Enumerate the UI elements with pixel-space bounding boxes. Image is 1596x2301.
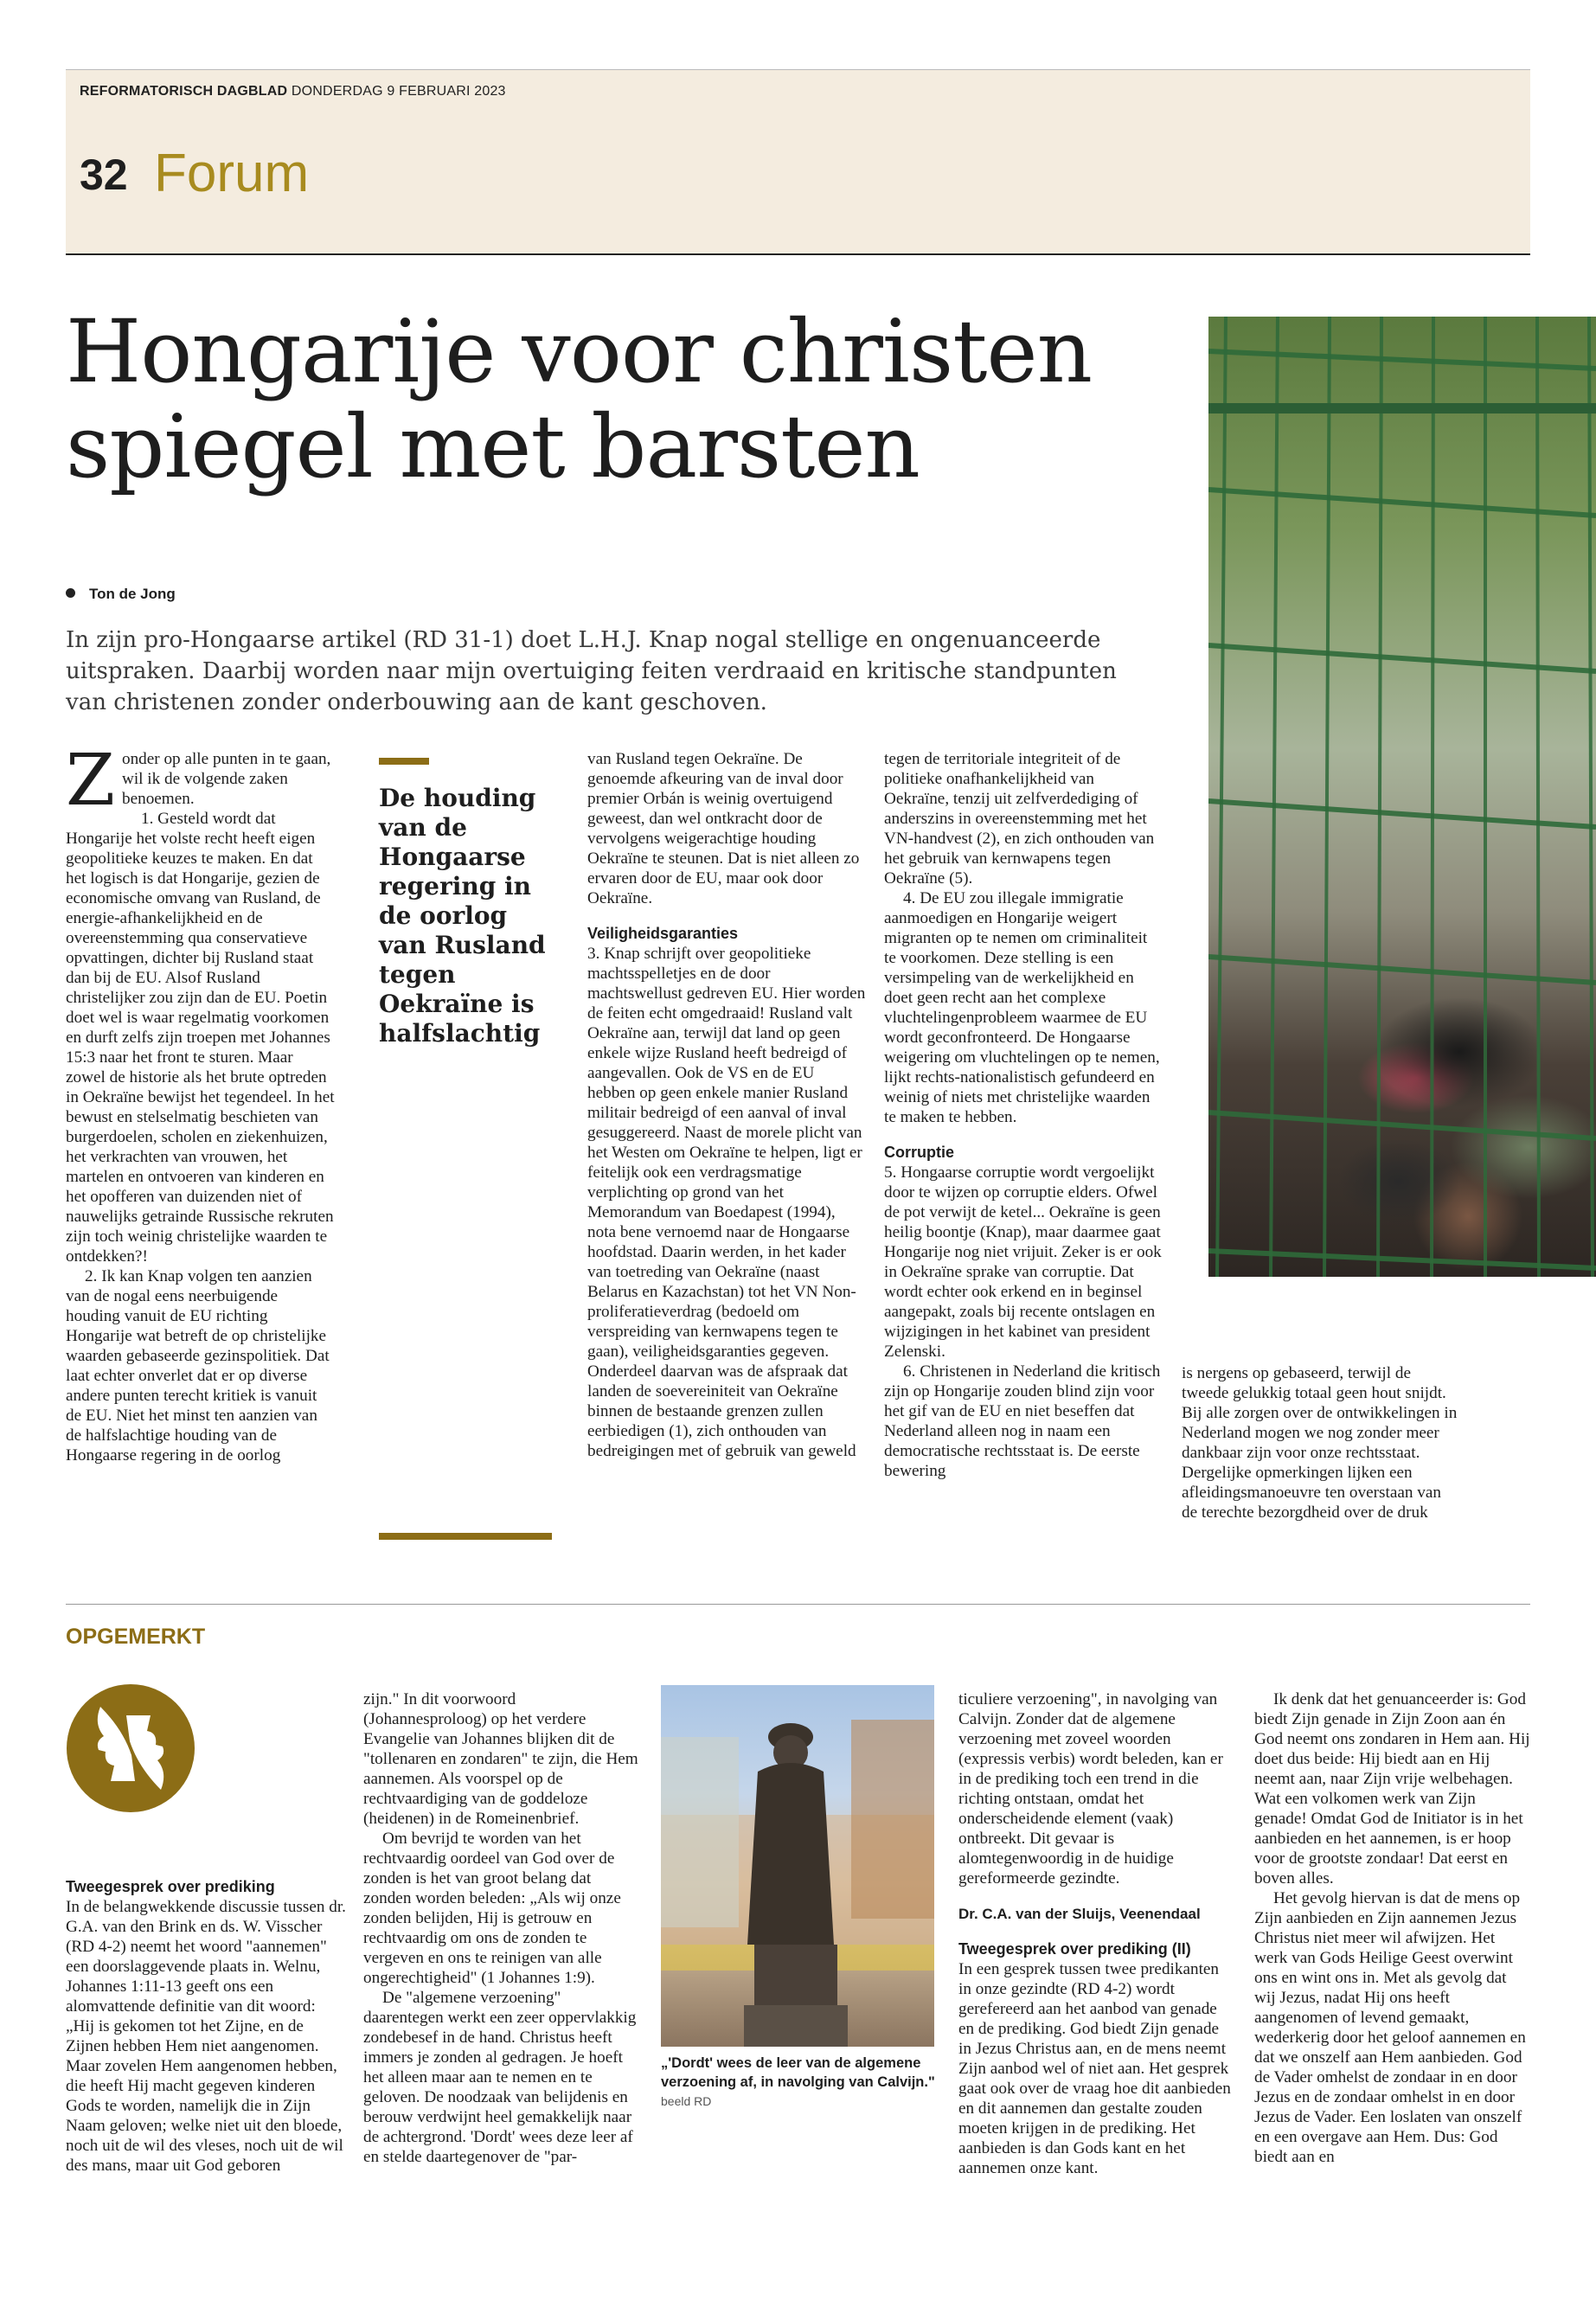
pull-quote-rule-bottom [379, 1533, 552, 1540]
headline: Hongarije voor christen spiegel met barsten [66, 301, 1092, 497]
opgemerkt-label: OPGEMERKT [66, 1625, 206, 1649]
opgemerkt-logo-icon [66, 1681, 195, 1828]
paragraph: 3. Knap schrijft over geopolitieke machtsspelletjes en de door machtswellust gedreven EU. Hier worden de feiten echt omgedraaid! Rusland valt Oekraïne aan, terwijl dat land op geen enkele wijze Rusland heeft bedreigd of aangevallen. Ook de VS en de EU hebben op geen enkele manier Rusland militair bedreigd of een aanval of inval gesuggereerd. Naast de morele plicht van het Westen om Oekraïne te helpen, ligt er feitelijk ook een verdragsmatige verplichting op grond van het Memorandum van Boedapest (1994), nota bene vernoemd naar de Hongaarse hoofdstad. Daarin werden, in het kader van toetreding van Oekraïne (naast Belarus en Kazachstan) tot het VN Non-proliferatieverdrag (bedoeld om verspreiding van kernwapens tegen te gaan), veiligheidsgaranties gegeven. Onderdeel daarvan was de afspraak dat landen de soevereiniteit van Oekraïne binnen de bestaande grenzen zullen eerbiedigen (1), zich onthouden van bedreigingen met of gebruik van geweld [587, 945, 866, 1460]
letter-column-1 [66, 1877, 346, 2176]
paragraph: tegen de territoriale integriteit of de politieke onafhankelijkheid van Oekraïne, tenzij uit zelfverdediging of anderszins in overeenstemming met het VN-handvest (2), en zich onthouden van het gebruik van kernwapens tegen Oekraïne (5). [884, 750, 1155, 888]
caption-text: „'Dordt' wees de leer van de algemene verzoening af, in navolging van Calvijn." [661, 2055, 935, 2090]
pull-quote-rule-top [379, 758, 429, 765]
fence-grid [1208, 317, 1596, 1277]
bullet-icon [66, 588, 75, 598]
paragraph: onder op alle punten in te gaan, wil ik de volgende zaken benoemen. [121, 750, 331, 808]
article-column-4 [884, 749, 1163, 1481]
photo-caption [661, 2054, 938, 2111]
masthead [66, 69, 1530, 255]
paragraph: 1. Gesteld wordt dat Hongarije het volste recht heeft eigen geopolitieke keuzes te maken. En dat het logisch is dat Hongarije, gezien de economische omvang van Rusland, de energie-afhankelijkheid en de overeenstemming qua conservatieve opvattingen, dichter bij Rusland staat dan bij de EU. Alsof Rusland christelijker zou zijn dan de EU. Poetin doet wel is waar regelmatig voorkomen en durft zelfs zijn troepen met Johannes 15:3 naar het front te sturen. Maar zowel de historie als het brute optreden in Oekraïne bewijst het tegendeel. In het bewust en stelselmatig beschieten van burgerdoelen, scholen en ziekenhuizen, het verkrachten van vrouwen, het martelen en ontvoeren van kinderen en het opofferen van duizenden niet of nauwelijks getrainde Russische rekruten zijn toch weinig christelijke waarden te ontdekken?! [66, 810, 335, 1266]
letter-heading: Tweegesprek over prediking [66, 1878, 275, 1895]
article-intro: In zijn pro-Hongaarse artikel (RD 31-1) doet L.H.J. Knap nogal stellige en ongenuanceerde uitspraken. Daarbij worden naar mijn overtuiging feiten verdraaid en kritische standpunten van christenen zonder onderbouwing aan de kant geschoven. [66, 627, 1117, 715]
paragraph: is nergens op gebaseerd, terwijl de tweede gelukkig totaal geen hout snijdt. Bij alle zorgen over de ontwikkelingen in Nederland mogen we nog zonder meer dankbaar zijn voor onze rechtsstaat. Dergelijke opmerkingen lijken een afleidingsmanoeuvre ten overstaan van de terechte bezorgdheid over de druk [1182, 1364, 1458, 1522]
paragraph: 4. De EU zou illegale immigratie aanmoedigen en Hongarije weigert migranten op te nemen om criminaliteit te voorkomen. Deze stelling is een versimpeling van de werkelijkheid en doet geen recht aan het complexe vluchtelingenprobleem waarmee de EU wordt geconfronteerd. De Hongaarse weigering om vluchtelingen op te nemen, lijkt rechts-nationalistisch gefundeerd en weinig of niets met christelijke waarden te maken te hebben. [884, 889, 1160, 1126]
paragraph: zijn." In dit voorwoord (Johannesproloog) op het verdere Evangelie van Johannes blijken dit de "tollenaren en zondaren" te zijn, die Hem aannemen. Als voorspel op de rechtvaardiging van de goddeloze (heidenen) in de Romeinenbrief. [363, 1690, 638, 1828]
paragraph: In een gesprek tussen twee predikanten in onze gezindte (RD 4-2) wordt gerefereerd aan het aanbod van genade en de prediking. God biedt Zijn genade in Jezus Christus aan, en de mens neemt Zijn aanbod wel of niet aan. Het gesprek gaat ook over de vraag hoe dit aanbieden en dit aannemen dan gestalte zouden moeten krijgen in de prediking. Het aanbieden is dan Gods kant en het aannemen onze kant. [958, 1960, 1231, 2177]
letter-column-4 [1254, 1689, 1531, 2167]
byline [66, 586, 176, 603]
calvin-statue-photo [661, 1685, 934, 2047]
paragraph: van Rusland tegen Oekraïne. De genoemde afkeuring van de inval door premier Orbán is weinig overtuigend geweest, dan wel ontkracht door de vervolgens weigerachtige houding Oekraïne te steunen. Dat is niet alleen zo ervaren door de EU, maar ook door Oekraïne. [587, 750, 860, 907]
paragraph: Om bevrijd te worden van het rechtvaardig oordeel van God over de zonden is het van groot belang dat zonden worden beleden: „Als wij onze zonden belijden, Hij is getrouw en rechtvaardig om ons de zonden te vergeven en ons te reinigen van alle ongerechtigheid" (1 Johannes 1:9). [363, 1830, 621, 1987]
article-column-3 [587, 749, 866, 1461]
paragraph: In de belangwekkende discussie tussen dr. G.A. van den Brink en ds. W. Visscher (RD 4-2) neemt het woord "aannemen" een doorslaggevende plaats in. Welnu, Johannes 1:11-13 geeft ons een alomvattende definitie van dit woord: „Hij is gekomen tot het Zijne, en de Zijnen hebben Hem niet aangenomen. Maar zovelen Hem aangenomen hebben, die heeft Hij macht gegeven kinderen Gods te worden, namelijk die in Zijn Naam geloven; welke niet uit den bloede, noch uit de wil des vleses, noch uit de wil des mans, maar uit God geboren [66, 1898, 346, 2175]
masthead-line [80, 84, 506, 99]
pull-quote [379, 758, 552, 1048]
page-number: 32 [80, 151, 128, 199]
paragraph: Het gevolg hiervan is dat de mens op Zijn aanbieden en Zijn aannemen Jezus Christus niet meer wil afwijzen. Het werk van Gods Heilige Geest overwint ons en wint ons in. Met als gevolg dat wij Jezus, nadat Hij ons heeft aangenomen of levend gemaakt, wederkerig door het geloof aannemen en dat we onszelf aan Hem aanbieden. God de Vader omhelst de zondaar in en door Jezus en de zondaar omhelst in en door Jezus de Vader. Een loslaten van onszelf en een overgave aan Hem. Dus: God biedt aan en [1254, 1889, 1526, 2166]
section-divider [66, 1604, 1530, 1605]
section-title: Forum [154, 144, 310, 203]
letter-heading: Tweegesprek over prediking (II) [958, 1940, 1191, 1958]
paragraph: De "algemene verzoening" daarentegen werkt een zeer oppervlakkig zondebesef in de hand. Christus heeft immers je zonden al gedragen. Je hoeft het alleen maar aan te nemen en te geloven. De noodzaak van belijdenis en berouw verdwijnt heel gemakkelijk naar de achtergrond. 'Dordt' wees deze leer af en stelde daartegenover de "par- [363, 1989, 637, 2166]
statue-illustration [661, 1685, 934, 2047]
paragraph: ticuliere verzoening", in navolging van Calvijn. Zonder dat de algemene verzoening met zoveel woorden (expressis verbis) wordt beleden, kan er in de prediking toch een trend in die richting ontstaan, omdat het onderscheidende element (vaak) ontbreekt. Dit gevaar is alomtegenwoordig in de huidige gereformeerde gezindte. [958, 1690, 1223, 1888]
letter-signature: Dr. C.A. van der Sluijs, Veenendaal [958, 1906, 1201, 1922]
paragraph: 5. Hongaarse corruptie wordt vergoelijkt door te wijzen op corruptie elders. Ofwel de pot verwijt de ketel... Oekraïne is geen heilig boontje (Knap), maar daarmee gaat Hongarije nog niet vrijuit. Zeker is er ook in Oekraïne sprake van corruptie. Dat wordt echter ook erkend en in beginsel aangepakt, zoals bij recente ontslagen en wijzigingen in het kabinet van president Zelenski. [884, 1163, 1162, 1361]
subheading: Corruptie [884, 1144, 954, 1161]
paper-name: REFORMATORISCH DAGBLAD [80, 84, 288, 99]
letter-column-3 [958, 1689, 1235, 2178]
author-name: Ton de Jong [89, 586, 176, 602]
paragraph: Ik denk dat het genuanceerder is: God biedt Zijn genade in Zijn Zoon aan én God neemt ons zondaren in Hem aan. Hij doet dus beide: Hij biedt aan en Hij neemt aan, naar Zijn vrije welbehagen. Wat een volkomen werk van Zijn genade! Omdat God de Initiator is in het aanbieden en het aannemen, is er hoop voor de grootste zondaar! Dat eerst en boven alles. [1254, 1690, 1530, 1888]
migrants-fence-photo [1208, 317, 1596, 1277]
letter-column-2 [363, 1689, 642, 2167]
subheading: Veiligheidsgaranties [587, 925, 739, 942]
pull-quote-text: De houding van de Hongaarse regering in de oorlog van Rusland tegen Oekraïne is halfslachtig [379, 784, 546, 1048]
paragraph: 6. Christenen in Nederland die kritisch zijn op Hongarije zouden blind zijn voor het gif van de EU en niet beseffen dat Nederland alleen nog in naam een democratische rechtsstaat is. De eerste bewering [884, 1362, 1161, 1480]
paragraph: 2. Ik kan Knap volgen ten aanzien van de nogal eens neerbuigende houding vanuit de EU richting Hongarije wat betreft de op christelijke waarden gebaseerde gezinspolitiek. Dat laat echter onverlet dat er op diverse andere punten terecht kritiek is vanuit de EU. Niet het minst ten aanzien van de halfslachtige houding van de Hongaarse regering in de oorlog [66, 1267, 330, 1465]
article-column-1 [66, 740, 336, 1465]
issue-date: DONDERDAG 9 FEBRUARI 2023 [291, 84, 506, 99]
article-column-5 [1182, 1363, 1458, 1522]
photo-credit: beeld RD [661, 2094, 712, 2108]
drop-cap: Z [66, 740, 115, 822]
